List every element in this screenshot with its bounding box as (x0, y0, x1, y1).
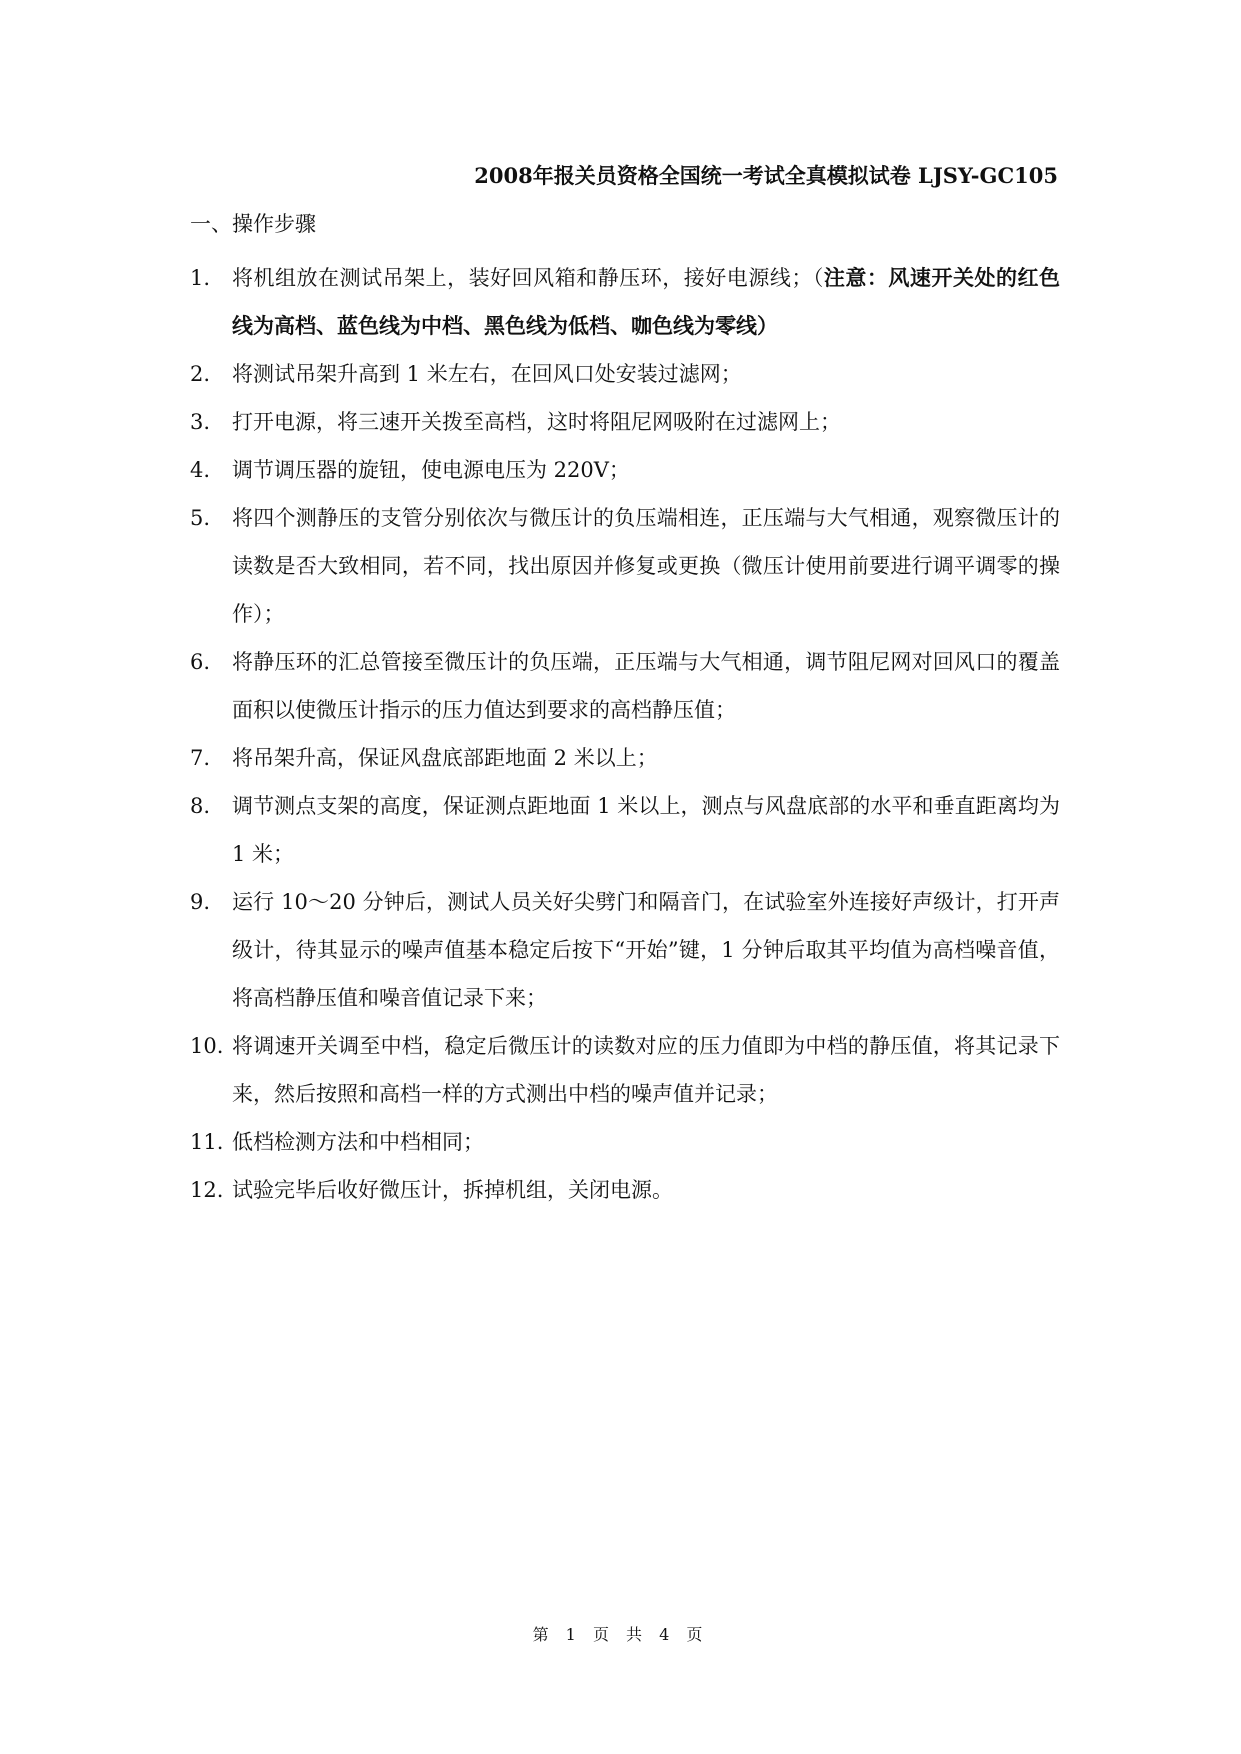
step-number: 11. (190, 1130, 224, 1154)
step-text: 将调速开关调至中档，稳定后微压计的读数对应的压力值即为中档的静压值，将其记录下来，然后按照和高档一样的方式测出中档的噪声值并记录； (232, 1034, 1060, 1106)
step-text: 将四个测静压的支管分别依次与微压计的负压端相连，正压端与大气相通，观察微压计的读数是否大致相同，若不同，找出原因并修复或更换（微压计使用前要进行调平调零的操作）； (232, 506, 1060, 626)
step-text (232, 254, 1060, 350)
step-number: 5. (190, 506, 211, 530)
step-number: 8. (190, 794, 211, 818)
step-number: 3. (190, 410, 211, 434)
step-number: 10. (190, 1034, 224, 1058)
step-item (190, 1166, 1060, 1214)
step-item (190, 254, 1060, 350)
page-footer: 第 1 页 共 4 页 (532, 1625, 709, 1644)
step-text: 低档检测方法和中档相同； (232, 1130, 484, 1154)
step-text: 将吊架升高，保证风盘底部距地面 2 米以上； (232, 746, 658, 770)
step-item (190, 398, 1060, 446)
step-number: 6. (190, 650, 211, 674)
step-number: 9. (190, 890, 211, 914)
step-text: 运行 10～20 分钟后，测试人员关好尖劈门和隔音门，在试验室外连接好声级计，打开声级计，待其显示的噪声值基本稳定后按下“开始”键，1 分钟后取其平均值为高档噪音值，将高档静压值和噪音值记录下来； (232, 890, 1060, 1010)
step-item (190, 878, 1060, 1022)
step-number: 4. (190, 458, 211, 482)
step-text: 打开电源，将三速开关拨至高档，这时将阻尼网吸附在过滤网上； (232, 410, 841, 434)
steps-list (190, 254, 1060, 1214)
step-text-plain: 将机组放在测试吊架上，装好回风箱和静压环，接好电源线；（ (232, 266, 824, 290)
step-item (190, 1022, 1060, 1118)
section-heading: 一、操作步骤 (190, 212, 316, 236)
step-item (190, 782, 1060, 878)
step-text: 调节测点支架的高度，保证测点距地面 1 米以上，测点与风盘底部的水平和垂直距离均为 1 米； (232, 794, 1060, 866)
step-item (190, 350, 1060, 398)
step-text: 将测试吊架升高到 1 米左右，在回风口处安装过滤网； (232, 362, 742, 386)
step-emphasis-note: 注意：风速开关处的红色线为高档、蓝色线为中档、黑色线为低档、咖色线为零线） (232, 265, 1061, 338)
step-number: 1. (190, 266, 211, 290)
step-item (190, 638, 1060, 734)
step-item (190, 494, 1060, 638)
step-text: 试验完毕后收好微压计，拆掉机组，关闭电源。 (232, 1178, 673, 1202)
step-number: 12. (190, 1178, 224, 1202)
step-item (190, 446, 1060, 494)
step-item (190, 1118, 1060, 1166)
step-item (190, 734, 1060, 782)
document-title: 2008年报关员资格全国统一考试全真模拟试卷 LJSY-GC105 (474, 163, 1058, 188)
step-text: 调节调压器的旋钮，使电源电压为 220V； (232, 458, 630, 482)
step-text: 将静压环的汇总管接至微压计的负压端，正压端与大气相通，调节阻尼网对回风口的覆盖面积以使微压计指示的压力值达到要求的高档静压值； (232, 650, 1060, 722)
step-number: 2. (190, 362, 211, 386)
step-number: 7. (190, 746, 211, 770)
